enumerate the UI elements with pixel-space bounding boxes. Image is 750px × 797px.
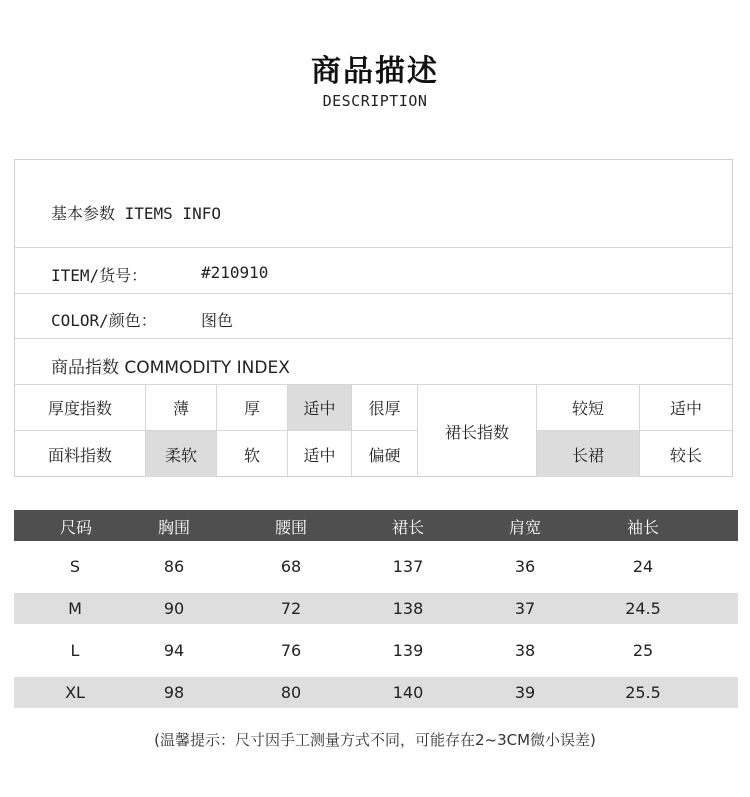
skirt-option: 较短 — [571, 399, 604, 418]
page-title: 商品描述 — [311, 54, 439, 89]
thickness-option: 薄 — [172, 399, 189, 418]
header-cell: 腰围 — [274, 518, 307, 537]
skirt-option-selected: 长裙 — [537, 431, 639, 477]
header-cell: 肩宽 — [508, 518, 541, 537]
table-cell: 137 — [392, 557, 424, 576]
fabric-label: 面料指数 — [47, 445, 112, 465]
table-cell: 72 — [280, 599, 302, 618]
fabric-option-selected: 柔软 — [146, 431, 216, 477]
header-cell: 胸围 — [157, 518, 190, 537]
fabric-option: 适中 — [303, 445, 336, 465]
table-row — [14, 677, 738, 708]
table-row — [14, 593, 738, 624]
table-cell: XL — [65, 683, 85, 702]
section-title: 基本参数 ITEMS INFO — [51, 204, 221, 223]
table-cell: S — [69, 557, 81, 576]
table-cell: 37 — [514, 599, 536, 618]
table-row — [14, 550, 738, 583]
header-cell: 袖长 — [626, 518, 659, 537]
thickness-option-selected: 适中 — [288, 385, 351, 430]
table-cell: 140 — [392, 683, 424, 702]
header-cell: 裙长 — [391, 518, 424, 537]
table-cell: 25.5 — [625, 683, 661, 702]
table-cell: 25 — [632, 641, 654, 660]
measurement-note: (温馨提示：尺寸因手工测量方式不同，可能存在2~3CM微小误差) — [154, 731, 596, 749]
table-cell: 68 — [280, 557, 302, 576]
table-cell: 138 — [392, 599, 424, 618]
index-title: 商品指数 COMMODITY INDEX — [51, 358, 290, 378]
thickness-option: 厚 — [243, 399, 260, 418]
table-cell: M — [68, 599, 82, 618]
skirt-option: 较长 — [669, 445, 702, 465]
table-cell: L — [70, 641, 80, 660]
table-cell: 90 — [163, 599, 185, 618]
table-row — [14, 634, 738, 667]
skirt-option: 适中 — [669, 399, 702, 418]
table-cell: 80 — [280, 683, 302, 702]
fabric-option: 偏硬 — [368, 445, 401, 465]
item-value: #210910 — [201, 263, 269, 282]
thickness-option: 很厚 — [368, 399, 401, 418]
table-cell: 86 — [163, 557, 185, 576]
table-cell: 94 — [163, 641, 185, 660]
page-subtitle: DESCRIPTION — [322, 92, 428, 110]
table-cell: 76 — [280, 641, 302, 660]
table-cell: 24.5 — [625, 599, 661, 618]
color-value: 图色 — [201, 311, 234, 330]
table-cell: 24 — [632, 557, 654, 576]
color-label: COLOR/颜色： — [51, 311, 157, 330]
table-cell: 139 — [392, 641, 424, 660]
fabric-option: 软 — [243, 445, 260, 465]
header-cell: 尺码 — [59, 518, 92, 537]
items-info-box — [14, 159, 733, 477]
table-cell: 98 — [163, 683, 185, 702]
table-cell: 39 — [514, 683, 536, 702]
item-label: ITEM/货号： — [51, 266, 148, 285]
thickness-label: 厚度指数 — [47, 399, 112, 418]
table-cell: 36 — [514, 557, 536, 576]
table-cell: 38 — [514, 641, 536, 660]
size-table-header — [14, 510, 738, 541]
skirt-label: 裙长指数 — [444, 422, 509, 442]
